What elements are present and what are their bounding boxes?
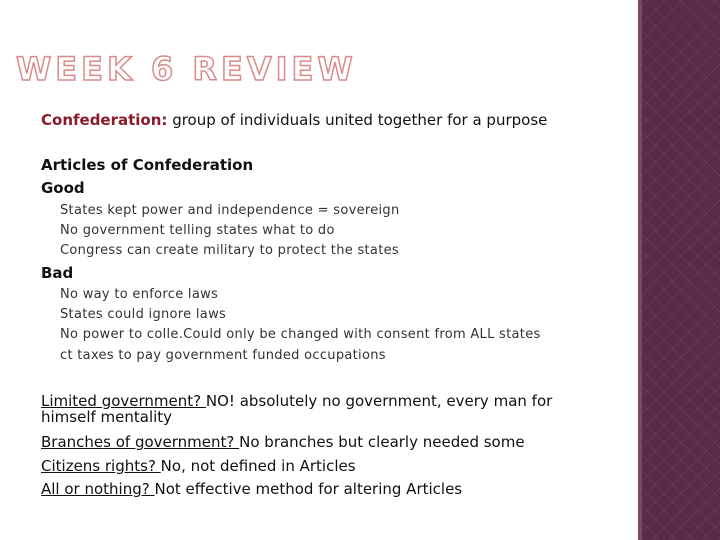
sub-bullet-icon bbox=[48, 351, 58, 362]
limited-government-question: Limited government? bbox=[41, 392, 206, 410]
bullet-icon bbox=[24, 397, 34, 408]
bad-sub-text: No power to colle.Could only be changed with consent from ALL states bbox=[60, 327, 541, 342]
bullet-icon bbox=[24, 268, 34, 279]
sub-bullet-icon bbox=[48, 206, 58, 217]
citizens-rights-question: Citizens rights? bbox=[41, 457, 161, 475]
articles-heading: Articles of Confederation bbox=[41, 156, 254, 174]
good-sub-text: No government telling states what to do bbox=[60, 223, 335, 238]
all-or-nothing-answer: Not effective method for altering Articles bbox=[154, 480, 463, 498]
branches-question: Branches of government? bbox=[41, 433, 240, 451]
bullet-icon bbox=[24, 437, 34, 448]
all-or-nothing-question: All or nothing? bbox=[41, 480, 155, 498]
limited-government-answer: NO! absolutely no government, every man for himself mentality bbox=[41, 392, 553, 426]
bad-heading: Bad bbox=[41, 264, 74, 282]
bullet-icon bbox=[24, 461, 34, 472]
sub-bullet-icon bbox=[48, 290, 58, 301]
bad-sub-text: States could ignore laws bbox=[60, 307, 227, 322]
bullet-icon bbox=[24, 484, 34, 495]
branches-answer: No branches but clearly needed some bbox=[239, 433, 525, 451]
citizens-rights-answer: No, not defined in Articles bbox=[160, 457, 356, 475]
slide-title: WEEK 6 REVIEW bbox=[16, 50, 357, 88]
decorative-side-band bbox=[642, 0, 720, 540]
confederation-term: Confederation: bbox=[41, 111, 168, 129]
bad-sub-text: ct taxes to pay government funded occupations bbox=[60, 348, 386, 363]
bullet-icon bbox=[24, 115, 34, 126]
sub-bullet-icon bbox=[48, 310, 58, 321]
sub-bullet-icon bbox=[48, 226, 58, 237]
good-sub-text: Congress can create military to protect the states bbox=[60, 243, 399, 258]
good-sub-text: States kept power and independence = sovereign bbox=[60, 203, 400, 218]
good-heading: Good bbox=[41, 179, 85, 197]
bullet-icon bbox=[24, 183, 34, 194]
sub-bullet-icon bbox=[48, 330, 58, 341]
sub-bullet-icon bbox=[48, 246, 58, 257]
confederation-definition: group of individuals united together for a purpose bbox=[167, 111, 548, 129]
bad-sub-text: No way to enforce laws bbox=[60, 287, 219, 302]
bullet-icon bbox=[24, 160, 34, 171]
